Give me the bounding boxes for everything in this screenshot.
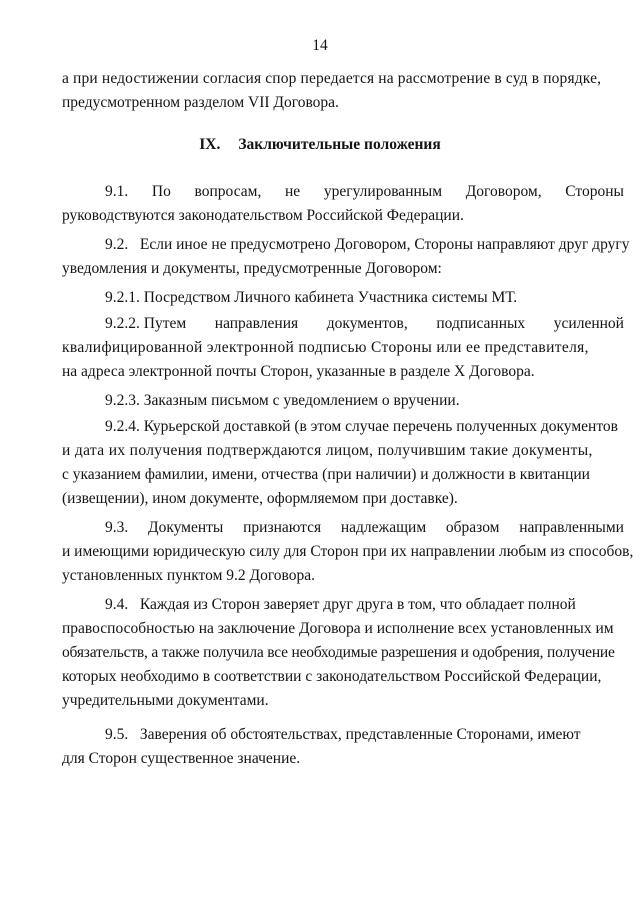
p93-line-2: и имеющими юридическую силу для Сторон при их направлении любым из способов, <box>62 543 634 560</box>
p91-word: 9.1. <box>105 183 129 200</box>
section-title: Заключительные положения <box>238 136 441 153</box>
intro-text-1: а при недостижении согласия спор передается на рассмотрение в суд в порядке, <box>62 70 602 87</box>
p95-line-2: для Сторон существенное значение. <box>62 750 301 767</box>
p924-line-1: 9.2.4. Курьерской доставкой (в этом случае перечень полученных документов <box>105 418 618 435</box>
p92-line-2: уведомления и документы, предусмотренные Договором: <box>62 260 442 277</box>
p922-word: направления <box>214 315 299 332</box>
p93-word: признаются <box>243 519 322 536</box>
p92-line-1: 9.2. Если иное не предусмотрено Договором, Стороны направляют друг другу <box>105 236 630 253</box>
p924-line-2: и дата их получения подтверждаются лицом, получившим такие документы, <box>62 442 593 459</box>
intro-line-1 <box>62 70 624 88</box>
p93-word: направленными <box>519 519 624 536</box>
p93-word: надлежащим <box>340 519 427 536</box>
p91-line-1 <box>105 183 624 201</box>
p93-word: 9.3. <box>105 519 129 536</box>
p922-line-1 <box>105 315 624 333</box>
p921-line: 9.2.1. Посредством Личного кабинета Участника системы МТ. <box>105 289 518 306</box>
p94-line-4: которых необходимо в соответствии с законодательством Российской Федерации, <box>62 668 602 685</box>
p91-word: По <box>151 183 171 200</box>
p93-word: Документы <box>148 519 224 536</box>
p94-line-2: правоспособностью на заключение Договора и исполнение всех установленных им <box>62 620 614 637</box>
p91-word: урегулированным <box>323 183 443 200</box>
p91-word: Договором, <box>465 183 542 200</box>
p94-line-1: 9.4. Каждая из Сторон заверяет друг друга в том, что обладает полной <box>105 596 576 613</box>
p91-line-2: руководствуются законодательством Российской Федерации. <box>62 207 464 224</box>
page-number: 14 <box>312 37 328 54</box>
p91-word: Стороны <box>565 183 624 200</box>
p94-line-3: обязательств, а также получила все необходимые разрешения и одобрения, получение <box>62 644 615 661</box>
p922-word: усиленной <box>553 315 624 332</box>
section-heading <box>0 136 640 154</box>
p93-line-3: установленных пунктом 9.2 Договора. <box>62 567 316 584</box>
p922-word: документов, <box>326 315 408 332</box>
p924-line-3: с указанием фамилии, имени, отчества (при наличии) и должности в квитанции <box>62 466 590 483</box>
p922-line-3: на адреса электронной почты Сторон, указанные в разделе X Договора. <box>62 363 535 380</box>
p93-line-1 <box>105 519 624 537</box>
section-number: IX. <box>199 136 221 153</box>
p924-line-4: (извещении), ином документе, оформляемом при доставке). <box>62 490 458 507</box>
p91-word: вопросам, <box>194 183 262 200</box>
p91-word: не <box>285 183 301 200</box>
p94-line-5: учредительными документами. <box>62 692 269 709</box>
p922-line-2: квалифицированной электронной подписью Стороны или ее представителя, <box>62 339 589 356</box>
p923-line: 9.2.3. Заказным письмом с уведомлением о вручении. <box>105 392 460 409</box>
p922-word: подписанных <box>436 315 526 332</box>
p95-line-1: 9.5. Заверения об обстоятельствах, представленные Сторонами, имеют <box>105 726 581 743</box>
p922-word: 9.2.2. Путем <box>105 315 187 332</box>
intro-line-2: предусмотренном разделом VII Договора. <box>62 94 339 111</box>
p93-word: образом <box>445 519 500 536</box>
